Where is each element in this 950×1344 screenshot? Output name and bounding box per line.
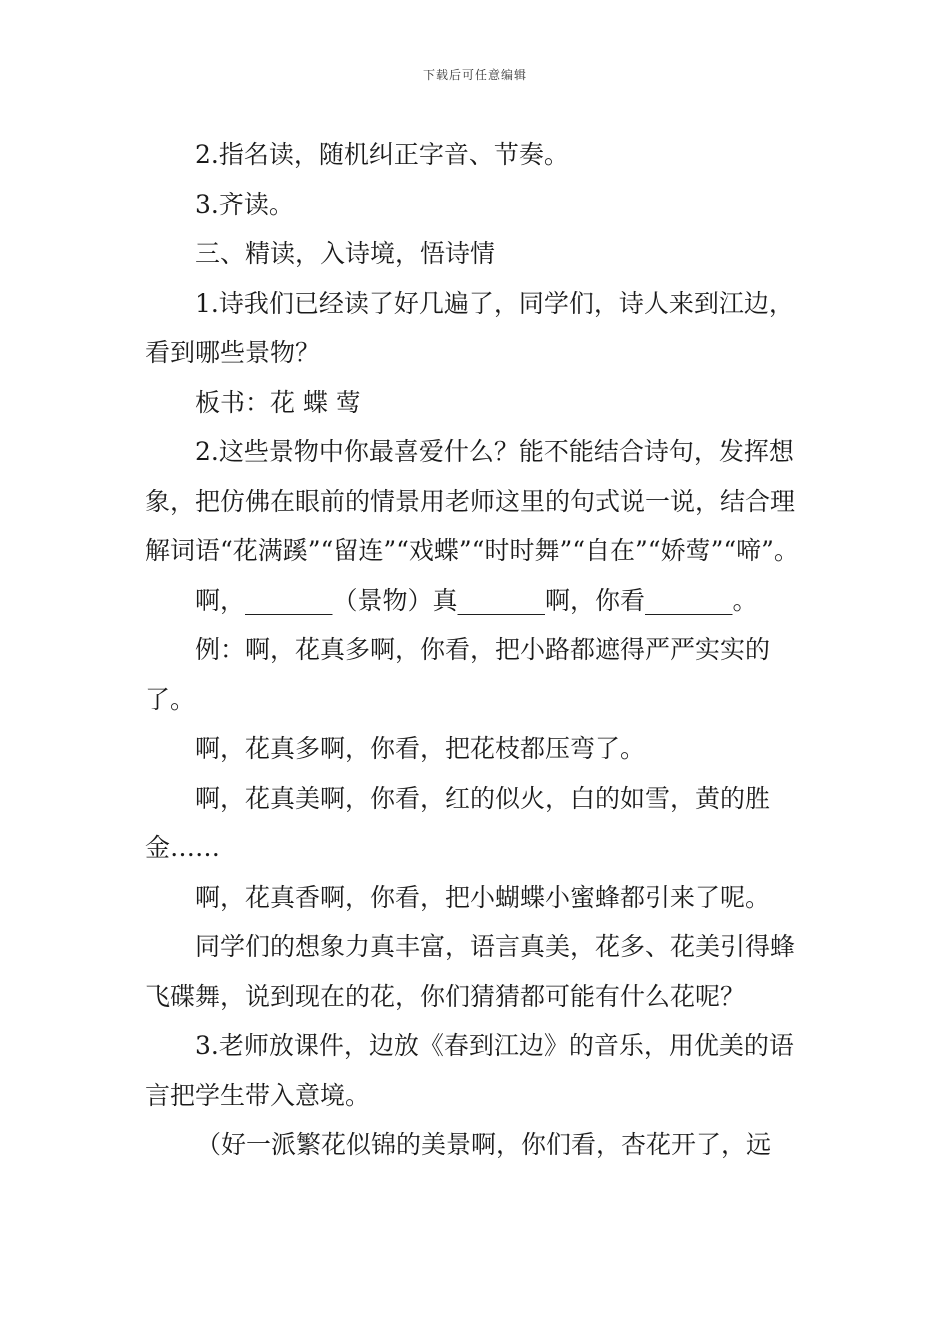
paragraph-10: 啊，花真美啊，你看，红的似火，白的如雪，黄的胜金……: [145, 783, 771, 862]
paragraph-2: 3.齐读。: [195, 189, 294, 219]
document-body: [145, 130, 810, 1170]
paragraph-9: 啊，花真多啊，你看，把花枝都压弯了。: [195, 734, 646, 763]
paragraph-4: 1.诗我们已经读了好几遍了，同学们，诗人来到江边，看到哪些景物？: [145, 288, 794, 367]
paragraph-12: 同学们的想象力真丰富，语言真美，花多、花美引得蜂飞碟舞，说到现在的花，你们猜猜都可能有什么花呢？: [145, 932, 796, 1011]
blackboard-note: 板书：花 蝶 莺: [195, 387, 361, 417]
example-sentence: 例：啊，花真多啊，你看，把小路都遮得严严实实的了。: [145, 635, 771, 714]
paragraph-11: 啊，花真香啊，你看，把小蝴蝶小蜜蜂都引来了呢。: [195, 882, 771, 912]
paragraph-1: 2.指名读，随机纠正字音、节奏。: [195, 140, 569, 169]
paragraph-14: （好一派繁花似锦的美景啊，你们看，杏花开了，远: [196, 1130, 772, 1159]
page-header-note: 下载后可任意编辑: [422, 68, 527, 82]
section-heading: 三、精读，入诗境，悟诗情: [195, 239, 496, 268]
paragraph-13: 3.老师放课件，边放《春到江边》的音乐，用优美的语言把学生带入意境。: [145, 1031, 794, 1110]
paragraph-6: 2.这些景物中你最喜爱什么？能不能结合诗句，发挥想象，把仿佛在眼前的情景用老师这里的句式说一说，结合理解词语“花满蹊”“留连”“戏蝶”“时时舞”“自在”“娇莺”“啼”。: [145, 437, 799, 565]
sentence-template: 啊，_______（景物）真_______啊，你看_______。: [195, 585, 758, 615]
